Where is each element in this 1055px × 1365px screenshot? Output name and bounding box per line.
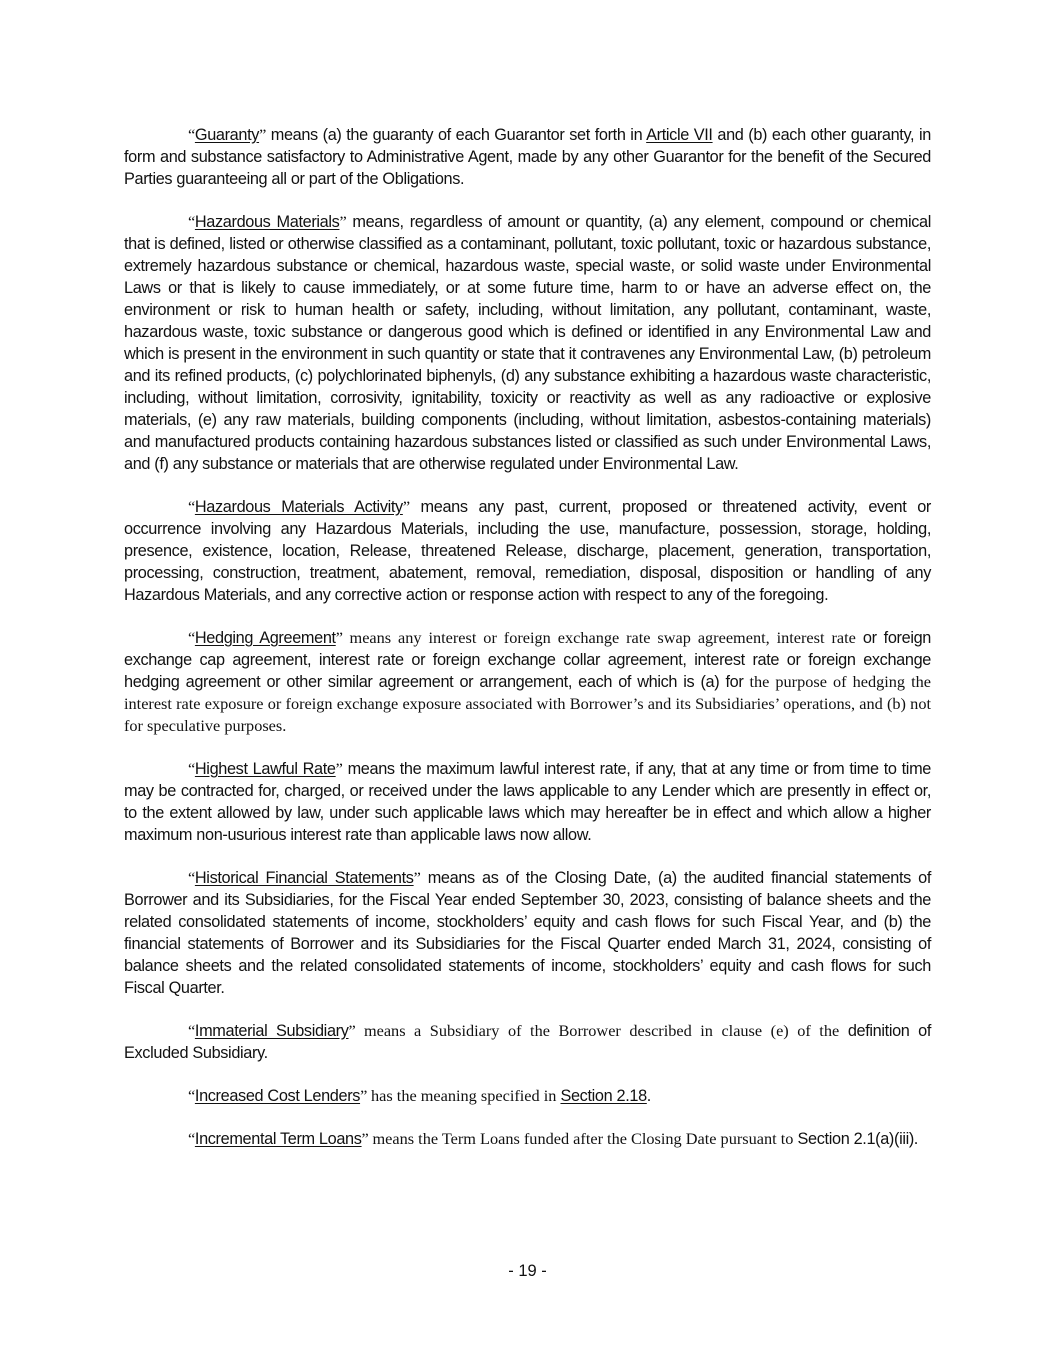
definition-text: means, regardless of amount or quantity, (a) any element, compound or chemical that is defined, listed or otherwise classified as a contaminant, pollutant, toxic pollutant, toxic or hazardous substance, extremely hazardous substance or chemical, hazardous waste, special waste, or solid waste under Environmental Laws or that is likely to cause immediately, or at some future time, harm to or have an adverse effect on, the environment or risk to human health or safety, including, without limitation, any pollutant, contaminant, waste, hazardous waste, toxic substance or dangerous good which is defined or identified in any Environmental Law and which is present in the environment in such quantity or state that it contravenes any Environmental Law, (b) petroleum and its refined products, (c) polychlorinated biphenyls, (d) any substance exhibiting a hazardous waste characteristic, including, without limitation, corrosivity, ignitability, toxicity or reactivity as well as any radioactive or explosive materials, (e) any raw materials, building components (including, without limitation, asbestos-containing materials) and manufactured products containing hazardous substances listed or classified as such under Environmental Laws, and (f) any substance or materials that are otherwise regulated under Environmental Law. <box>124 213 931 473</box>
definition-hazardous-materials: “Hazardous Materials” means, regardless of amount or quantity, (a) any element, compound or chemical that is defined, listed or otherwise classified as a contaminant, pollutant, toxic pollutant, toxic or hazardous substance, extremely hazardous substance or chemical, hazardous waste, special waste, or solid waste under Environmental Laws or that is likely to cause immediately, or at some future time, harm to or have an adverse effect on, the environment or risk to human health or safety, including, without limitation, any pollutant, contaminant, waste, hazardous waste, toxic substance or dangerous good which is defined or identified in any Environmental Law and which is present in the environment in such quantity or state that it contravenes any Environmental Law, (b) petroleum and its refined products, (c) polychlorinated biphenyls, (d) any substance exhibiting a hazardous waste characteristic, including, without limitation, corrosivity, ignitability, toxicity or reactivity as well as any radioactive or explosive materials, (e) any raw materials, building components (including, without limitation, asbestos-containing materials) and manufactured products containing hazardous substances listed or classified as such under Environmental Laws, and (f) any substance or materials that are otherwise regulated under Environmental Law. <box>124 212 931 473</box>
definition-text: . <box>913 1129 919 1148</box>
definition-hedging-agreement: “Hedging Agreement” means any interest or foreign exchange rate swap agreement, interest rate or foreign exchange cap agreement, interest rate or foreign exchange collar agreement, interest rate or foreign exchange hedging agreement or other similar agreement or arrangement, each of which is (a) for the purpose of hedging the interest rate exposure or foreign exchange exposure associated with Borrower’s and its Subsidiaries’ operations, and (b) not for speculative purposes. <box>124 628 931 735</box>
definition-historical-financial-statements: “Historical Financial Statements” means as of the Closing Date, (a) the audited financial statements of Borrower and its Subsidiaries, for the Fiscal Year ended September 30, 2023, consisting of balance sheets and the related consolidated statements of income, stockholders’ equity and cash flows for such Fiscal Year, and (b) the financial statements of Borrower and its Subsidiaries for the Fiscal Quarter ended March 31, 2024, consisting of balance sheets and the related consolidated statements of income, stockholders’ equity and cash flows for such Fiscal Quarter. <box>124 868 931 997</box>
defined-term: Historical Financial Statements <box>194 869 414 887</box>
defined-term: Incremental Term Loans <box>194 1130 362 1148</box>
definition-incremental-term-loans: “Incremental Term Loans” means the Term Loans funded after the Closing Date pursuant to Section 2.1(a)(iii). <box>188 1129 919 1148</box>
definition-text: definition of Excluded Subsidiary. <box>124 1022 931 1062</box>
definition-text: or foreign exchange cap agreement, interest rate or foreign exchange collar agreement, interest rate or foreign exchange hedging agreement or other similar agreement or arrangement, each of which is (a) for <box>124 629 931 691</box>
defined-term: Immaterial Subsidiary <box>194 1022 349 1040</box>
defined-term: Increased Cost Lenders <box>194 1087 361 1105</box>
definition-text: means (a) the guaranty of each Guarantor set forth in <box>265 126 647 144</box>
definition-text: means the Term Loans funded after the Closing Date pursuant to <box>368 1129 794 1148</box>
cross-reference-link[interactable]: Section 2.18 <box>560 1087 647 1105</box>
defined-term: Guaranty <box>194 126 260 144</box>
definition-text: has the meaning specified in <box>366 1086 561 1105</box>
cross-reference-link[interactable]: Article VII <box>646 126 713 144</box>
definition-increased-cost-lenders: “Increased Cost Lenders” has the meaning specified in Section 2.18. <box>188 1086 651 1105</box>
definition-text: means the maximum lawful interest rate, if any, that at any time or from time to time may be contracted for, charged, or received under the laws applicable to any Lender which are presently in effect or, to the extent allowed by law, under such applicable laws which may hereafter be in effect and which allow a higher maximum non-usurious interest rate than applicable laws now allow. <box>124 760 931 844</box>
definition-text: . <box>646 1087 651 1105</box>
definition-text: means as of the Closing Date, (a) the audited financial statements of Borrower and its Subsidiaries, for the Fiscal Year ended September 30, 2023, consisting of balance sheets and the related consolidated statements of income, stockholders’ equity and cash flows for such Fiscal Year, and (b) the financial statements of Borrower and its Subsidiaries for the Fiscal Quarter ended March 31, 2024, consisting of balance sheets and the related consolidated statements of income, stockholders’ equity and cash flows for such Fiscal Quarter. <box>124 869 931 997</box>
definition-highest-lawful-rate: “Highest Lawful Rate” means the maximum lawful interest rate, if any, that at any time or from time to time may be contracted for, charged, or received under the laws applicable to any Lender which are presently in effect or, to the extent allowed by law, under such applicable laws which may hereafter be in effect and which allow a higher maximum non-usurious interest rate than applicable laws now allow. <box>124 759 931 844</box>
definition-text: and (b) each other guaranty, in form and substance satisfactory to Administrative Agent, made by any other Guarantor for the benefit of the Secured Parties guaranteeing all or part of the Obligations. <box>124 126 931 188</box>
defined-term: Hazardous Materials <box>194 213 340 231</box>
definition-immaterial-subsidiary: “Immaterial Subsidiary” means a Subsidiary of the Borrower described in clause (e) of the definition of Excluded Subsidiary. <box>124 1021 931 1062</box>
definition-text: means any past, current, proposed or threatened activity, event or occurrence involving any Hazardous Materials, including the use, manufacture, possession, storage, holding, presence, existence, location, Release, threatened Release, discharge, placement, generation, transportation, processing, construction, treatment, abatement, removal, remediation, disposal, disposition or handling of any Hazardous Materials, and any corrective action or response action with respect to any of the foregoing. <box>124 498 931 604</box>
definition-guaranty: “Guaranty” means (a) the guaranty of each Guarantor set forth in Article VII and (b) each other guaranty, in form and substance satisfactory to Administrative Agent, made by any other Guarantor for the benefit of the Secured Parties guaranteeing all or part of the Obligations. <box>124 125 931 188</box>
definition-text: means a Subsidiary of the Borrower described in clause (e) of the <box>355 1021 840 1040</box>
definition-text: means any interest or foreign exchange rate swap agreement, interest rate <box>342 628 856 647</box>
page-number: - 19 - <box>508 1262 547 1280</box>
defined-term: Highest Lawful Rate <box>194 760 336 778</box>
defined-term: Hazardous Materials Activity <box>194 498 403 516</box>
definition-hazardous-materials-activity: “Hazardous Materials Activity” means any past, current, proposed or threatened activity, event or occurrence involving any Hazardous Materials, including the use, manufacture, possession, storage, holding, presence, existence, location, Release, threatened Release, discharge, placement, generation, transportation, processing, construction, treatment, abatement, removal, remediation, disposal, disposition or handling of any Hazardous Materials, and any corrective action or response action with respect to any of the foregoing. <box>124 497 931 604</box>
definition-text: the purpose of hedging the interest rate exposure or foreign exchange exposure associated with Borrower’s and its Subsidiaries’ operations, and (b) not for speculative purposes. <box>124 672 931 735</box>
defined-term: Hedging Agreement <box>194 629 336 647</box>
section-reference: Section 2.1(a)(iii) <box>793 1130 914 1148</box>
document-page <box>124 124 931 1171</box>
